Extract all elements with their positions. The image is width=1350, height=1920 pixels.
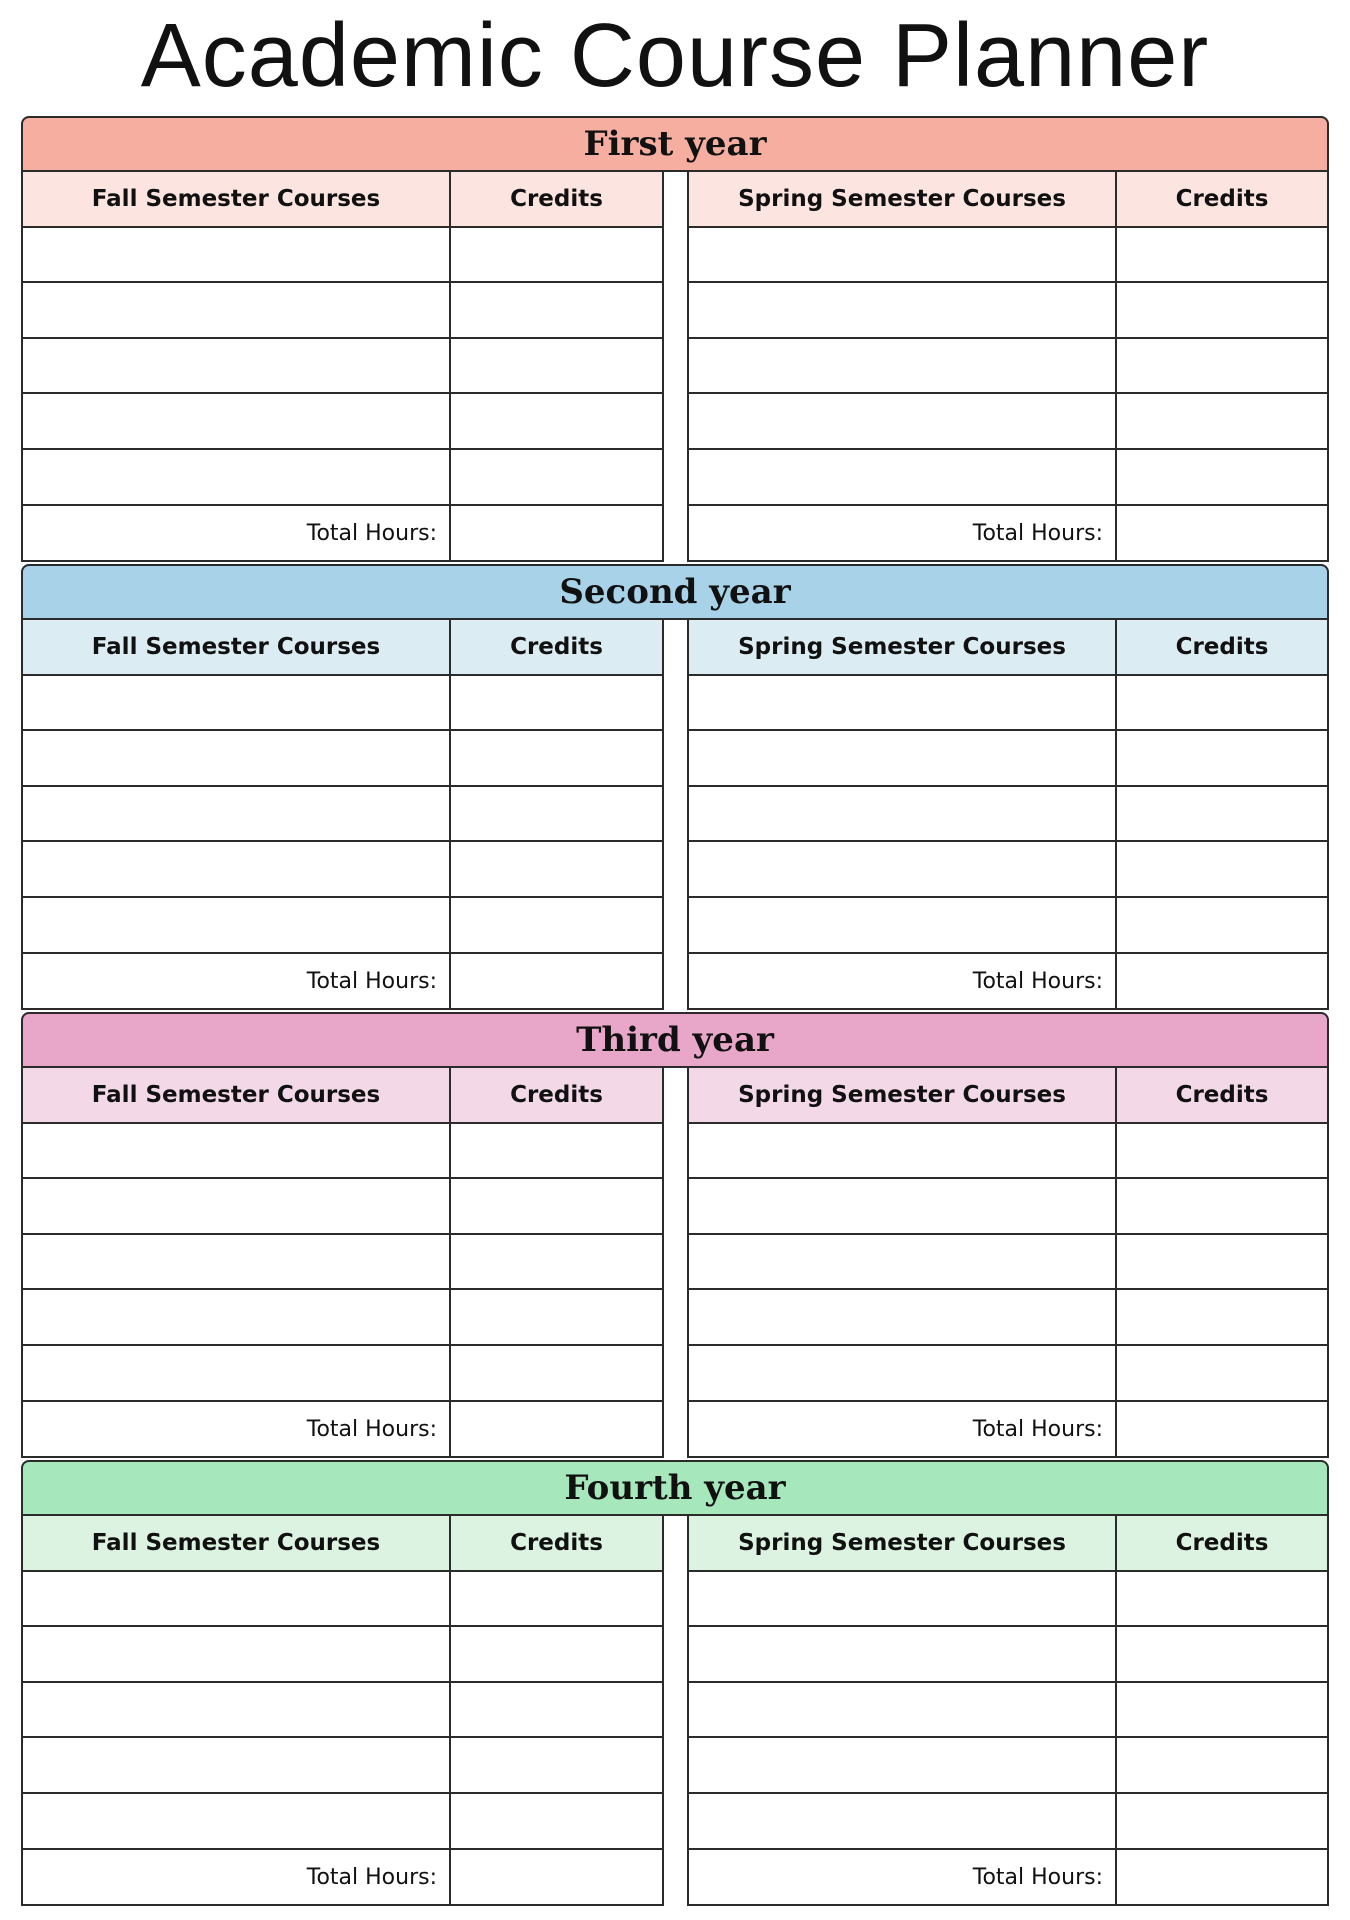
course-name-cell[interactable]	[23, 1235, 451, 1289]
course-row	[689, 898, 1327, 954]
fall-semester-table	[21, 1068, 664, 1458]
spring-semester-table	[687, 620, 1329, 1010]
total-hours-row	[23, 1402, 662, 1458]
total-hours-value-cell[interactable]	[1117, 506, 1327, 562]
total-hours-row	[23, 1850, 662, 1906]
course-name-cell[interactable]	[23, 1627, 451, 1681]
course-row	[23, 842, 662, 898]
course-row	[23, 450, 662, 506]
course-name-cell[interactable]	[23, 1179, 451, 1233]
spring-courses-column-header: Spring Semester Courses	[689, 1068, 1117, 1122]
course-credits-cell[interactable]	[1117, 1290, 1327, 1344]
course-row	[689, 339, 1327, 395]
second-year-section	[21, 564, 1329, 1010]
course-credits-cell[interactable]	[451, 1346, 662, 1400]
course-credits-cell[interactable]	[451, 228, 662, 282]
spring-courses-column-header: Spring Semester Courses	[689, 620, 1117, 674]
course-name-cell[interactable]	[689, 1738, 1117, 1792]
page-title: Academic Course Planner	[140, 6, 1210, 106]
course-credits-cell[interactable]	[451, 339, 662, 393]
total-hours-label: Total Hours:	[23, 1402, 451, 1458]
course-credits-cell[interactable]	[1117, 842, 1327, 896]
course-credits-cell[interactable]	[1117, 1794, 1327, 1848]
course-credits-cell[interactable]	[1117, 1346, 1327, 1400]
course-name-cell[interactable]	[689, 731, 1117, 785]
course-credits-cell[interactable]	[451, 1124, 662, 1178]
total-hours-value-cell[interactable]	[1117, 954, 1327, 1010]
course-row	[689, 1290, 1327, 1346]
course-row	[23, 283, 662, 339]
course-name-cell[interactable]	[689, 283, 1117, 337]
course-name-cell[interactable]	[23, 283, 451, 337]
course-row	[689, 1572, 1327, 1628]
total-hours-label: Total Hours:	[689, 1402, 1117, 1458]
course-name-cell[interactable]	[689, 787, 1117, 841]
course-credits-cell[interactable]	[451, 1290, 662, 1344]
total-hours-label: Total Hours:	[689, 954, 1117, 1010]
fall-semester-table	[21, 172, 664, 562]
total-hours-row	[23, 954, 662, 1010]
course-name-cell[interactable]	[689, 1235, 1117, 1289]
course-credits-cell[interactable]	[1117, 339, 1327, 393]
fall-courses-column-header: Fall Semester Courses	[23, 1516, 451, 1570]
year-header: Second year	[21, 564, 1329, 620]
course-name-cell[interactable]	[689, 1124, 1117, 1178]
table-header-row	[689, 1516, 1327, 1572]
course-name-cell[interactable]	[23, 450, 451, 504]
course-credits-cell[interactable]	[451, 1235, 662, 1289]
course-row	[23, 1627, 662, 1683]
course-credits-cell[interactable]	[1117, 1179, 1327, 1233]
course-name-cell[interactable]	[23, 339, 451, 393]
course-credits-cell[interactable]	[1117, 1627, 1327, 1681]
course-name-cell[interactable]	[689, 1290, 1117, 1344]
course-credits-cell[interactable]	[1117, 394, 1327, 448]
credits-column-header: Credits	[510, 185, 603, 212]
spring-courses-column-header: Spring Semester Courses	[689, 172, 1117, 226]
spring-semester-table	[687, 1068, 1329, 1458]
credits-column-header: Credits	[510, 1081, 603, 1108]
course-credits-cell[interactable]	[451, 1179, 662, 1233]
course-name-cell[interactable]	[689, 394, 1117, 448]
course-name-cell[interactable]	[689, 842, 1117, 896]
course-credits-cell[interactable]	[451, 898, 662, 952]
credits-column-header: Credits	[1175, 1081, 1269, 1108]
course-row	[23, 394, 662, 450]
fourth-year-section	[21, 1460, 1329, 1906]
course-credits-cell[interactable]	[1117, 1572, 1327, 1626]
total-hours-label: Total Hours:	[689, 1850, 1117, 1906]
course-credits-cell[interactable]	[451, 676, 662, 730]
third-year-section	[21, 1012, 1329, 1458]
course-credits-cell[interactable]	[1117, 731, 1327, 785]
course-credits-cell[interactable]	[451, 1627, 662, 1681]
course-row	[23, 1738, 662, 1794]
course-row	[689, 228, 1327, 284]
course-row	[689, 1235, 1327, 1291]
course-row	[689, 283, 1327, 339]
course-row	[23, 1124, 662, 1180]
course-credits-cell[interactable]	[451, 1683, 662, 1737]
course-credits-cell[interactable]	[1117, 450, 1327, 504]
course-row	[689, 394, 1327, 450]
credits-column-header: Credits	[510, 633, 603, 660]
course-name-cell[interactable]	[23, 787, 451, 841]
total-hours-label: Total Hours:	[23, 954, 451, 1010]
course-credits-cell[interactable]	[1117, 228, 1327, 282]
total-hours-label: Total Hours:	[23, 506, 451, 562]
course-row	[23, 731, 662, 787]
course-credits-cell[interactable]	[1117, 283, 1327, 337]
course-name-cell[interactable]	[689, 1572, 1117, 1626]
course-row	[689, 1794, 1327, 1850]
spring-courses-column-header: Spring Semester Courses	[689, 1516, 1117, 1570]
course-row	[23, 1683, 662, 1739]
fall-semester-table	[21, 620, 664, 1010]
course-row	[23, 1290, 662, 1346]
course-row	[689, 1346, 1327, 1402]
course-row	[689, 1627, 1327, 1683]
total-hours-value-cell[interactable]	[451, 1402, 662, 1458]
course-name-cell[interactable]	[689, 1179, 1117, 1233]
spring-semester-table	[687, 172, 1329, 562]
course-credits-cell[interactable]	[451, 1794, 662, 1848]
course-credits-cell[interactable]	[1117, 1738, 1327, 1792]
course-name-cell[interactable]	[689, 228, 1117, 282]
course-row	[689, 676, 1327, 732]
course-credits-cell[interactable]	[451, 731, 662, 785]
fall-semester-table	[21, 1516, 664, 1906]
year-header: First year	[21, 116, 1329, 172]
table-header-row	[23, 1068, 662, 1124]
course-name-cell[interactable]	[23, 228, 451, 282]
course-name-cell[interactable]	[689, 339, 1117, 393]
fall-courses-column-header: Fall Semester Courses	[23, 172, 451, 226]
year-header: Fourth year	[21, 1460, 1329, 1516]
table-header-row	[689, 1068, 1327, 1124]
spring-semester-table	[687, 1516, 1329, 1906]
total-hours-row	[689, 1402, 1327, 1458]
table-header-row	[23, 172, 662, 228]
course-name-cell[interactable]	[23, 1290, 451, 1344]
course-credits-cell[interactable]	[451, 394, 662, 448]
course-credits-cell[interactable]	[451, 1738, 662, 1792]
course-row	[689, 1683, 1327, 1739]
course-name-cell[interactable]	[23, 1124, 451, 1178]
course-row	[23, 339, 662, 395]
course-name-cell[interactable]	[23, 1572, 451, 1626]
course-credits-cell[interactable]	[451, 787, 662, 841]
credits-column-header: Credits	[510, 1529, 603, 1556]
credits-column-header: Credits	[1175, 185, 1269, 212]
course-name-cell[interactable]	[23, 1346, 451, 1400]
table-header-row	[689, 620, 1327, 676]
course-row	[23, 1572, 662, 1628]
year-header: Third year	[21, 1012, 1329, 1068]
course-name-cell[interactable]	[689, 1346, 1117, 1400]
course-name-cell[interactable]	[23, 676, 451, 730]
course-row	[689, 787, 1327, 843]
course-row	[689, 1738, 1327, 1794]
table-header-row	[23, 1516, 662, 1572]
course-row	[23, 1179, 662, 1235]
fall-courses-column-header: Fall Semester Courses	[23, 1068, 451, 1122]
table-header-row	[689, 172, 1327, 228]
course-row	[689, 1179, 1327, 1235]
total-hours-row	[689, 1850, 1327, 1906]
course-name-cell[interactable]	[689, 1627, 1117, 1681]
course-row	[23, 1235, 662, 1291]
course-row	[23, 1346, 662, 1402]
course-credits-cell[interactable]	[1117, 1235, 1327, 1289]
course-credits-cell[interactable]	[1117, 1124, 1327, 1178]
course-name-cell[interactable]	[23, 731, 451, 785]
course-name-cell[interactable]	[23, 1683, 451, 1737]
course-name-cell[interactable]	[23, 1738, 451, 1792]
table-header-row	[23, 620, 662, 676]
total-hours-label: Total Hours:	[689, 506, 1117, 562]
course-name-cell[interactable]	[689, 676, 1117, 730]
total-hours-value-cell[interactable]	[1117, 1850, 1327, 1906]
total-hours-value-cell[interactable]	[451, 954, 662, 1010]
total-hours-value-cell[interactable]	[1117, 1402, 1327, 1458]
fall-courses-column-header: Fall Semester Courses	[23, 620, 451, 674]
course-name-cell[interactable]	[23, 1794, 451, 1848]
course-name-cell[interactable]	[689, 898, 1117, 952]
course-row	[689, 731, 1327, 787]
course-row	[689, 1124, 1327, 1180]
total-hours-label: Total Hours:	[23, 1850, 451, 1906]
total-hours-row	[689, 954, 1327, 1010]
course-row	[23, 228, 662, 284]
course-credits-cell[interactable]	[451, 450, 662, 504]
course-row	[689, 450, 1327, 506]
credits-column-header: Credits	[1175, 1529, 1269, 1556]
course-name-cell[interactable]	[689, 450, 1117, 504]
total-hours-row	[23, 506, 662, 562]
course-name-cell[interactable]	[23, 898, 451, 952]
total-hours-value-cell[interactable]	[451, 1850, 662, 1906]
course-row	[23, 787, 662, 843]
course-name-cell[interactable]	[23, 394, 451, 448]
course-row	[23, 898, 662, 954]
total-hours-value-cell[interactable]	[451, 506, 662, 562]
course-row	[23, 1794, 662, 1850]
course-credits-cell[interactable]	[451, 1572, 662, 1626]
credits-column-header: Credits	[1175, 633, 1269, 660]
first-year-section	[21, 116, 1329, 562]
course-row	[689, 842, 1327, 898]
course-name-cell[interactable]	[689, 1683, 1117, 1737]
course-row	[23, 676, 662, 732]
course-credits-cell[interactable]	[451, 283, 662, 337]
course-credits-cell[interactable]	[1117, 676, 1327, 730]
course-credits-cell[interactable]	[1117, 1683, 1327, 1737]
course-credits-cell[interactable]	[1117, 787, 1327, 841]
course-name-cell[interactable]	[23, 842, 451, 896]
total-hours-row	[689, 506, 1327, 562]
course-credits-cell[interactable]	[1117, 898, 1327, 952]
course-name-cell[interactable]	[689, 1794, 1117, 1848]
course-credits-cell[interactable]	[451, 842, 662, 896]
